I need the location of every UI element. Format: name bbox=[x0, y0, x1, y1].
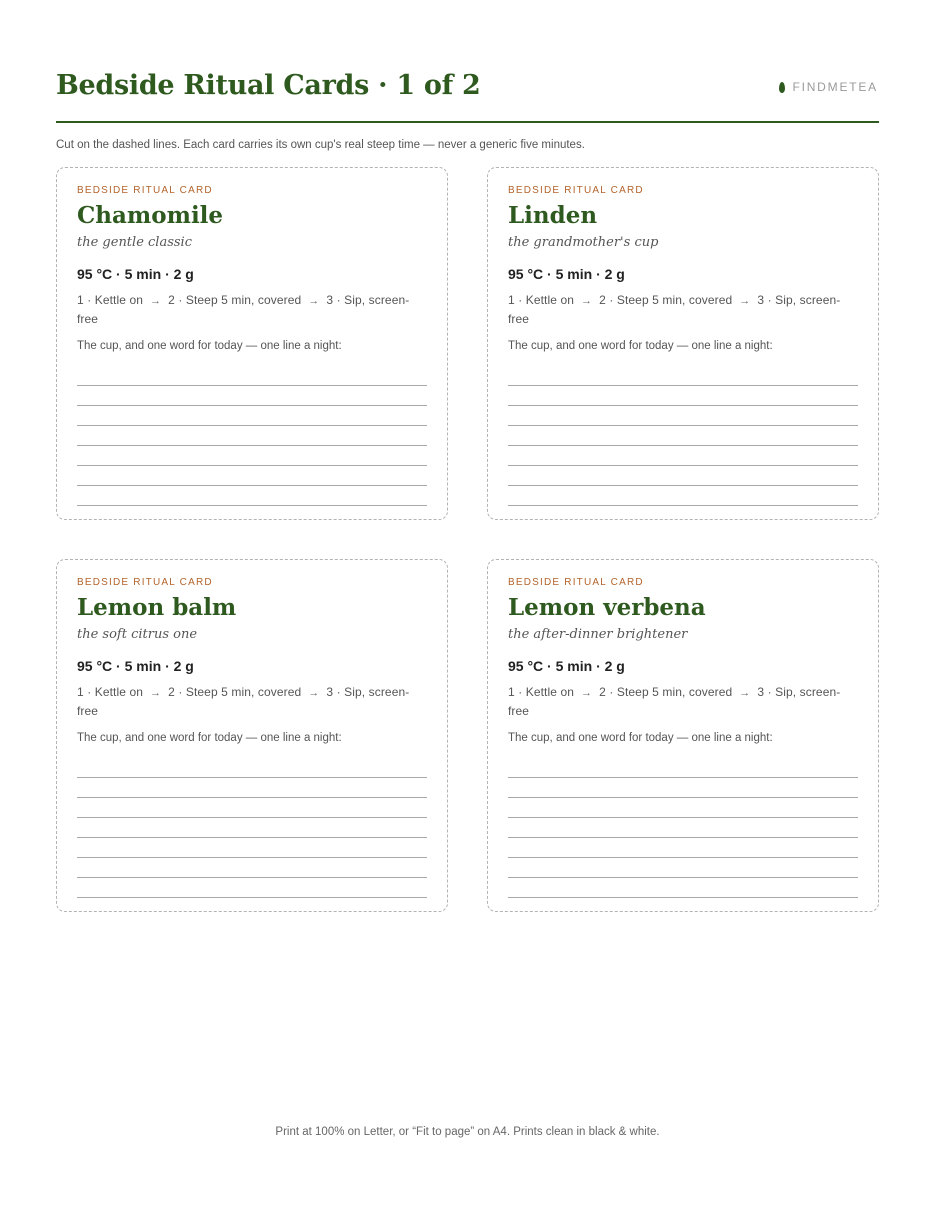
card-steps bbox=[77, 683, 427, 719]
card-prompt: The cup, and one word for today — one line a night: bbox=[77, 340, 342, 352]
writing-line bbox=[508, 406, 858, 426]
card-brew-params: 95 °C · 5 min · 2 g bbox=[508, 266, 625, 282]
writing-line bbox=[77, 426, 427, 446]
writing-line bbox=[77, 406, 427, 426]
arrow-right-icon: → bbox=[150, 687, 162, 699]
step-2: 2 · Steep 5 min, covered bbox=[599, 293, 733, 307]
card-kicker: BEDSIDE RITUAL CARD bbox=[77, 577, 213, 588]
card-tea-name: Chamomile bbox=[77, 202, 224, 229]
card-tea-name: Linden bbox=[508, 202, 598, 229]
writing-line bbox=[77, 370, 427, 386]
card-brew-params: 95 °C · 5 min · 2 g bbox=[77, 658, 194, 674]
writing-line bbox=[77, 798, 427, 818]
card-kicker: BEDSIDE RITUAL CARD bbox=[77, 185, 213, 196]
step-1: 1 · Kettle on bbox=[508, 685, 575, 699]
step-2: 2 · Steep 5 min, covered bbox=[599, 685, 733, 699]
writing-lines bbox=[508, 762, 858, 898]
writing-lines bbox=[77, 762, 427, 898]
writing-line bbox=[77, 878, 427, 898]
writing-line bbox=[77, 838, 427, 858]
writing-line bbox=[508, 466, 858, 486]
writing-line bbox=[77, 778, 427, 798]
card-kicker: BEDSIDE RITUAL CARD bbox=[508, 185, 644, 196]
leaf-icon bbox=[779, 82, 785, 93]
writing-line bbox=[77, 466, 427, 486]
writing-lines bbox=[508, 370, 858, 506]
card-prompt: The cup, and one word for today — one line a night: bbox=[77, 732, 342, 744]
title-divider bbox=[56, 121, 879, 123]
writing-line bbox=[77, 818, 427, 838]
writing-line bbox=[508, 446, 858, 466]
step-1: 1 · Kettle on bbox=[508, 293, 575, 307]
writing-line bbox=[508, 370, 858, 386]
step-1: 1 · Kettle on bbox=[77, 685, 144, 699]
arrow-right-icon: → bbox=[581, 295, 593, 307]
arrow-right-icon: → bbox=[308, 687, 320, 699]
arrow-right-icon: → bbox=[739, 295, 751, 307]
step-1: 1 · Kettle on bbox=[77, 293, 144, 307]
step-3: 3 · Sip, screen-free bbox=[508, 685, 841, 718]
writing-line bbox=[77, 446, 427, 466]
ritual-card-lemon-balm bbox=[56, 559, 448, 912]
step-3: 3 · Sip, screen-free bbox=[77, 685, 410, 718]
writing-line bbox=[77, 386, 427, 406]
writing-line bbox=[508, 762, 858, 778]
writing-line bbox=[77, 858, 427, 878]
step-2: 2 · Steep 5 min, covered bbox=[168, 685, 302, 699]
step-2: 2 · Steep 5 min, covered bbox=[168, 293, 302, 307]
step-3: 3 · Sip, screen-free bbox=[77, 293, 410, 326]
writing-lines bbox=[77, 370, 427, 506]
card-steps bbox=[508, 291, 858, 327]
writing-line bbox=[508, 858, 858, 878]
card-tagline: the gentle classic bbox=[77, 235, 192, 250]
writing-line bbox=[508, 426, 858, 446]
writing-line bbox=[508, 798, 858, 818]
writing-line bbox=[508, 838, 858, 858]
card-tea-name: Lemon verbena bbox=[508, 594, 706, 621]
card-steps bbox=[508, 683, 858, 719]
arrow-right-icon: → bbox=[308, 295, 320, 307]
card-prompt: The cup, and one word for today — one line a night: bbox=[508, 732, 773, 744]
writing-line bbox=[508, 386, 858, 406]
writing-line bbox=[77, 486, 427, 506]
card-tagline: the grandmother's cup bbox=[508, 235, 659, 250]
card-tagline: the after-dinner brightener bbox=[508, 627, 688, 642]
writing-line bbox=[508, 878, 858, 898]
ritual-card-chamomile bbox=[56, 167, 448, 520]
arrow-right-icon: → bbox=[739, 687, 751, 699]
writing-line bbox=[508, 778, 858, 798]
ritual-card-lemon-verbena bbox=[487, 559, 879, 912]
card-tagline: the soft citrus one bbox=[77, 627, 198, 642]
arrow-right-icon: → bbox=[150, 295, 162, 307]
page-title: Bedside Ritual Cards · 1 of 2 bbox=[56, 70, 481, 101]
step-3: 3 · Sip, screen-free bbox=[508, 293, 841, 326]
brand-name: FINDMETEA bbox=[792, 80, 878, 94]
card-tea-name: Lemon balm bbox=[77, 594, 237, 621]
writing-line bbox=[508, 818, 858, 838]
brand-mark bbox=[779, 80, 878, 94]
card-steps bbox=[77, 291, 427, 327]
card-brew-params: 95 °C · 5 min · 2 g bbox=[77, 266, 194, 282]
print-note: Print at 100% on Letter, or “Fit to page” on A4. Prints clean in black & white. bbox=[275, 1126, 660, 1138]
card-kicker: BEDSIDE RITUAL CARD bbox=[508, 577, 644, 588]
card-brew-params: 95 °C · 5 min · 2 g bbox=[508, 658, 625, 674]
arrow-right-icon: → bbox=[581, 687, 593, 699]
intro-text: Cut on the dashed lines. Each card carries its own cup's real steep time — never a generic five minutes. bbox=[56, 139, 585, 151]
card-prompt: The cup, and one word for today — one line a night: bbox=[508, 340, 773, 352]
ritual-card-linden bbox=[487, 167, 879, 520]
writing-line bbox=[77, 762, 427, 778]
writing-line bbox=[508, 486, 858, 506]
